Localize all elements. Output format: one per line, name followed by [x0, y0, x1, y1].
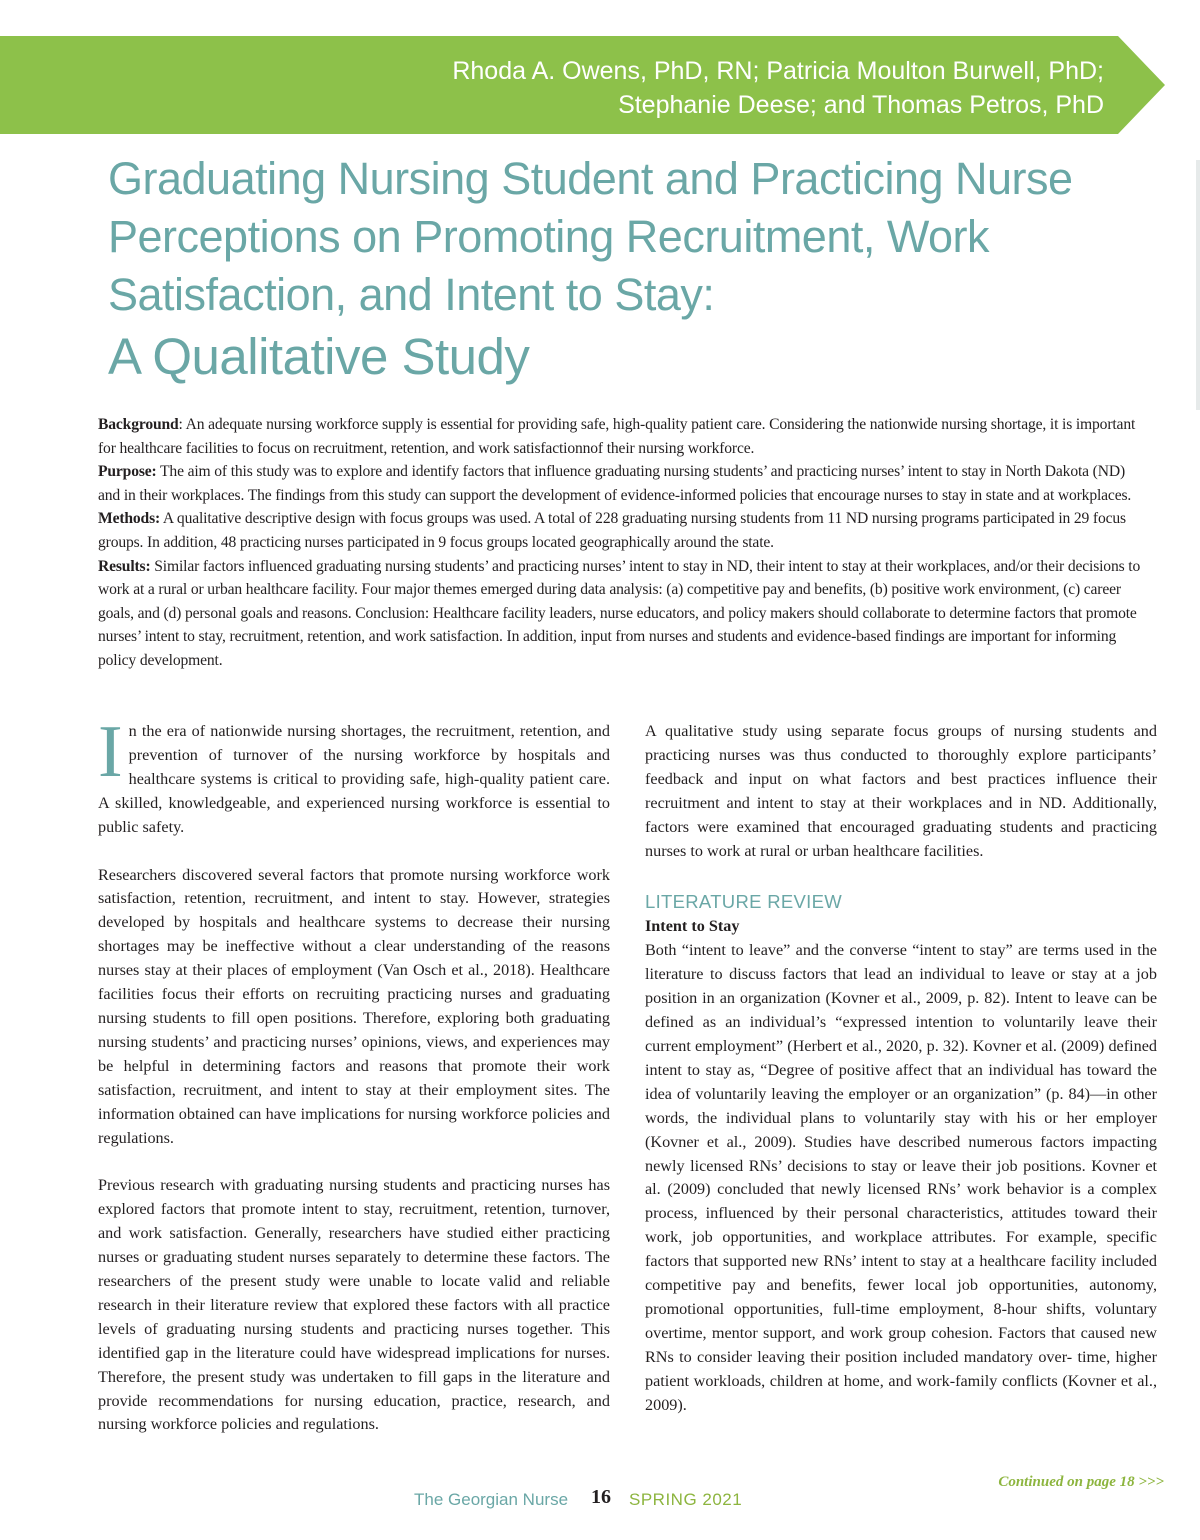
abstract-results	[98, 555, 1148, 673]
purpose-label: Purpose:	[98, 463, 157, 481]
title-line-3: Satisfaction, and Intent to Stay:	[108, 269, 715, 320]
body-paragraph: Both “intent to leave” and the converse “intent to stay” are terms used in the literature to discuss factors that lead an individual to leave or stay at a job position in an organization (Kovner et al., 2009, p. 82). Intent to leave can be defined as an individual’s “expressed intention to voluntarily leave their current employment” (Herbert et al., 2020, p. 32). Kovner et al. (2009) defined intent to stay as, “Degree of positive affect that an individual has toward the idea of voluntarily leaving the employer or an organization” (p. 84)—in other words, the individual plans to voluntarily stay with his or her employer (Kovner et al., 2009). Studies have described numerous factors impacting newly licensed RNs’ decisions to stay or leave their job positions. Kovner et al. (2009) concluded that newly licensed RNs’ work behavior is a complex process, influenced by their personal characteristics, attitudes toward their work, job opportunities, and workplace attributes. For example, specific factors that supported new RNs’ intent to stay at a healthcare facility included competitive pay and benefits, fewer local job opportunities, autonomy, promotional opportunities, full-time employment, 8-hour shifts, voluntary overtime, mentor support, and work group cohesion. Factors that caused new RNs to consider leaving their position included mandatory over- time, higher patient workloads, children at home, and work-family conflicts (Kovner et al., 2009).	[645, 941, 1157, 1414]
subsection-heading: Intent to Stay	[645, 917, 740, 936]
title-line-2: Perceptions on Promoting Recruitment, Work	[108, 211, 990, 262]
authors-line-1: Rhoda A. Owens, PhD, RN; Patricia Moulton Burwell, PhD;	[452, 57, 1104, 85]
page-number: 16	[591, 1486, 611, 1508]
body-paragraph: Researchers discovered several factors that promote nursing workforce work satisfaction, retention, recruitment, and intent to stay. However, strategies developed by hospitals and healthcare systems to decrease their nursing shortages may be ineffective without a clear understanding of the reasons nurses stay at their places of employment (Van Osch et al., 2018). Healthcare facilities focus their efforts on recruiting practicing nurses and graduating nursing students to fill open positions. Therefore, exploring both graduating nursing students’ and practicing nurses’ opinions, views, and experiences may be helpful in determining factors and reasons that promote their work satisfaction, recruitment, and intent to stay at their employment sites. The information obtained can have implications for nursing workforce policies and regulations.	[98, 865, 610, 1147]
page-footer	[0, 1486, 1200, 1516]
purpose-text: The aim of this study was to explore and identify factors that influence graduating nursing students’ and practicing nurses’ intent to stay in North Dakota (ND) and in their workplaces. The findings from this study can support the development of evidence-informed policies that encourage nurses to stay in state and at workplaces.	[98, 463, 1132, 504]
methods-label: Methods:	[98, 510, 161, 528]
intro-paragraph	[98, 711, 610, 840]
body-paragraph: Previous research with graduating nursing students and practicing nurses has explored factors that promote intent to stay, recruitment, retention, turnover, and work satisfaction. Generally, researchers have studied either practicing nurses or graduating student nurses separately to determine these factors. The researchers of the present study were unable to locate valid and reliable research in their literature review that explored these factors with all practice levels of graduating nursing students and practicing nurses together. This identified gap in the literature could have widespread implications for nurses. Therefore, the present study was undertaken to fill gaps in the literature and provide recommendations for nursing education, practice, research, and nursing workforce policies and regulations.	[98, 1176, 610, 1434]
background-label: Background	[98, 416, 179, 433]
abstract-purpose	[98, 460, 1148, 507]
body-paragraph: A qualitative study using separate focus groups of nursing students and practicing nurses was thus conducted to thoroughly explore participants’ feedback and input on what factors and best practices influence their recruitment and intent to stay at their workplaces and in ND. Additionally, factors were examined that encouraged graduating students and practicing nurses to work at rural or urban healthcare facilities.	[645, 722, 1157, 860]
right-column	[645, 720, 1157, 1417]
results-label: Results:	[98, 557, 151, 575]
abstract	[98, 413, 1148, 673]
intro-text: n the era of nationwide nursing shortages, the recruitment, retention, and prevention of turnover of the nursing workforce by hospitals and healthcare systems is critical to providing safe, high-quality patient care. A skilled, knowledgeable, and experienced nursing workforce is essential to public safety.	[98, 722, 610, 836]
article-subtitle: A Qualitative Study	[108, 328, 530, 385]
section-heading: LITERATURE REVIEW	[645, 891, 842, 913]
left-column	[98, 711, 610, 1437]
issue-label: SPRING 2021	[629, 1490, 743, 1509]
author-list	[452, 54, 1104, 122]
results-text: Similar factors influenced graduating nursing students’ and practicing nurses’ intent to stay in ND, their intent to stay at their workplaces, and/or their decisions to work at a rural or urban healthcare facility. Four major themes emerged during data analysis: (a) competitive pay and benefits, (b) positive work environment, (c) career goals, and (d) personal goals and reasons. Conclusion: Healthcare facility leaders, nurse educators, and policy makers should collaborate to determine factors that promote nurses’ intent to stay, recruitment, retention, and work satisfaction. In addition, input from nurses and students and evidence-based findings are important for informing policy development.	[98, 557, 1141, 669]
continued-link[interactable]: Continued on page 18 >>>	[998, 1474, 1164, 1490]
title-line-1: Graduating Nursing Student and Practicing Nurse	[108, 153, 1073, 204]
page-edge-mark	[1196, 160, 1200, 410]
authors-line-2: Stephanie Deese; and Thomas Petros, PhD	[618, 91, 1104, 119]
journal-name: The Georgian Nurse	[414, 1490, 569, 1509]
abstract-background	[98, 413, 1148, 460]
article-title	[108, 150, 1158, 390]
abstract-methods	[98, 507, 1148, 554]
background-text: : An adequate nursing workforce supply is essential for providing safe, high-quality patient care. Considering the nationwide nursing shortage, it is important for healthcare facilities to focus on recruitment, retention, and work satisfactionnof their nursing workforce.	[98, 416, 1136, 457]
drop-cap: I	[98, 711, 123, 793]
methods-text: A qualitative descriptive design with focus groups was used. A total of 228 graduating nursing students from 11 ND nursing programs participated in 29 focus groups. In addition, 48 practicing nurses participated in 9 focus groups located geographically around the state.	[98, 510, 1126, 551]
